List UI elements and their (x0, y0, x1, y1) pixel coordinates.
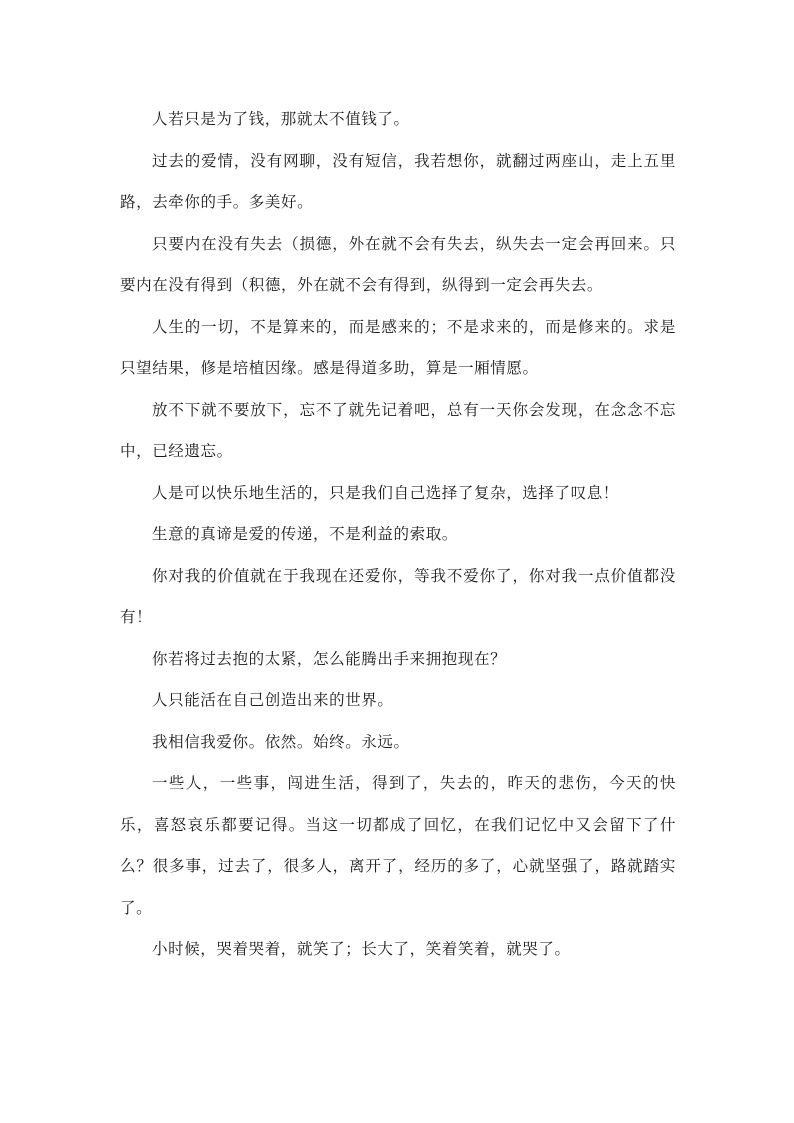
paragraph: 我相信我爱你。依然。始终。永远。 (152, 732, 410, 751)
paragraph: 放不下就不要放下，忘不了就先记着吧，总有一天你会发现，在念念不忘中，已经遗忘。 (120, 400, 676, 460)
paragraph: 人只能活在自己创造出来的世界。 (152, 691, 394, 709)
paragraph: 你若将过去抱的太紧，怎么能腾出手来拥抱现在？ (152, 649, 507, 668)
paragraph: 小时候，哭着哭着，就笑了；长大了，笑着笑着，就哭了。 (152, 940, 571, 958)
paragraph: 人若只是为了钱，那就太不值钱了。 (152, 110, 410, 128)
paragraph: 生意的真谛是爱的传递，不是利益的索取。 (152, 525, 458, 543)
paragraph: 只要内在没有失去（损德，外在就不会有失去，纵失去一定会再回来。只要内在没有得到（积德，外在就不会有得到，纵得到一定会再失去。 (120, 234, 676, 294)
paragraph: 一些人，一些事，闯进生活，得到了，失去的，昨天的悲伤，今天的快乐，喜怒哀乐都要记得。当这一切都成了回忆，在我们记忆中又会留下了什么？很多事，过去了，很多人，离开了，经历的多了，心就坚强了，路就踏实了。 (120, 774, 676, 917)
paragraph: 过去的爱情，没有网聊，没有短信，我若想你，就翻过两座山，走上五里路，去牵你的手。多美好。 (120, 151, 676, 211)
paragraph: 你对我的价值就在于我现在还爱你，等我不爱你了，你对我一点价值都没有！ (120, 566, 676, 626)
paragraph: 人生的一切，不是算来的，而是感来的；不是求来的，而是修来的。求是只望结果，修是培植因缘。感是得道多助，算是一厢情愿。 (120, 317, 676, 377)
document-body (120, 99, 676, 971)
paragraph: 人是可以快乐地生活的，只是我们自己选择了复杂，选择了叹息！ (152, 483, 619, 502)
